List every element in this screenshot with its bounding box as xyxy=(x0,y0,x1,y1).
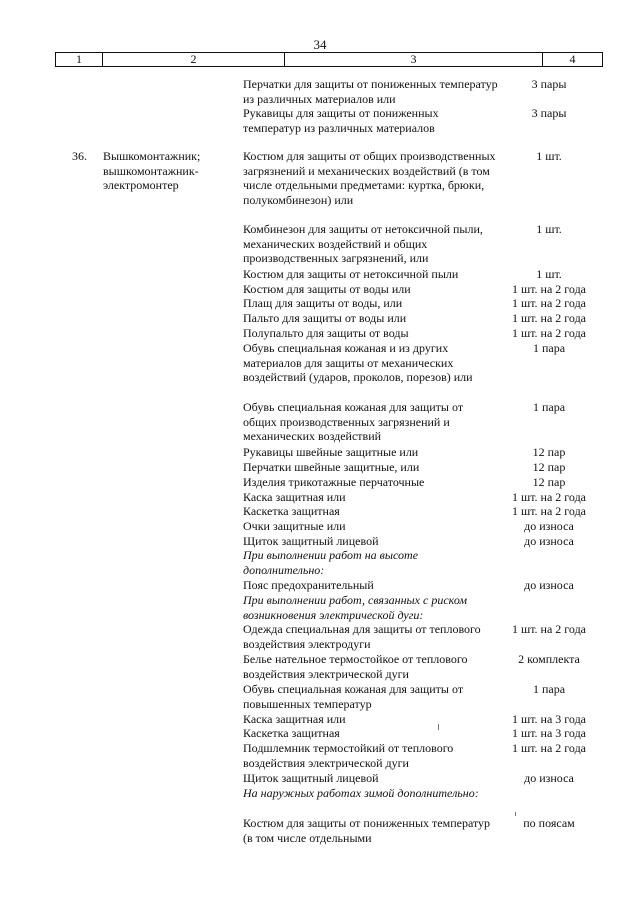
item-name: Подшлемник термостойкий от теплового воздействия электрической дуги xyxy=(243,741,454,770)
item-name: Каска защитная или xyxy=(243,490,346,504)
scan-mark xyxy=(438,724,439,730)
item-quantity: 1 шт. на 2 года xyxy=(511,326,587,340)
section-note: На наружных работах зимой дополнительно: xyxy=(243,786,479,800)
item-name: Полупальто для защиты от воды xyxy=(243,326,409,340)
header-col-1: 1 xyxy=(76,52,82,66)
item-quantity: по поясам xyxy=(523,816,575,830)
item-name: Изделия трикотажные перчаточные xyxy=(243,475,425,489)
header-col-3: 3 xyxy=(284,53,542,66)
row-number: 36. xyxy=(72,149,87,163)
item-quantity: 1 шт. на 2 года xyxy=(511,504,587,518)
item-quantity: 1 пара xyxy=(532,341,566,355)
item-name: Щиток защитный лицевой xyxy=(243,534,379,548)
item-name: Щиток защитный лицевой xyxy=(243,771,379,785)
page-number: 34 xyxy=(313,37,327,52)
item-quantity: 1 шт. на 3 года xyxy=(511,726,587,740)
item-quantity: 1 шт. на 2 года xyxy=(511,282,587,296)
item-name: Одежда специальная для защиты от теплового воздействия электродуги xyxy=(243,622,481,651)
item-name: Белье нательное термостойкое от теплового воздействия электрической дуги xyxy=(243,652,468,681)
item-quantity: 12 пар xyxy=(532,445,566,459)
item-name: Очки защитные или xyxy=(243,519,346,533)
item-name: Пояс предохранительный xyxy=(243,578,374,592)
item-quantity: 1 шт. на 2 года xyxy=(511,490,587,504)
item-name: Плащ для защиты от воды, или xyxy=(243,296,403,310)
item-quantity: 12 пар xyxy=(532,460,566,474)
item-quantity: 12 пар xyxy=(532,475,566,489)
item-name: Каскетка защитная xyxy=(243,504,340,518)
item-quantity: 1 шт. xyxy=(536,222,562,236)
item-quantity: 1 пара xyxy=(532,400,566,414)
section-note: При выполнении работ на высоте дополнительно: xyxy=(243,548,419,577)
header-col-2: 2 xyxy=(102,53,284,66)
section-note: При выполнении работ, связанных с риском возникновения электрической дуги: xyxy=(243,593,468,622)
item-quantity: 1 шт. xyxy=(536,267,562,281)
item-quantity: 1 шт. на 3 года xyxy=(511,712,587,726)
item-name: Перчатки для защиты от пониженных температур из различных материалов или xyxy=(243,77,498,106)
item-quantity: 1 шт. на 2 года xyxy=(511,741,587,755)
item-quantity: до износа xyxy=(524,519,574,533)
item-quantity: до износа xyxy=(524,771,574,785)
item-quantity: 1 шт. на 2 года xyxy=(511,311,587,325)
item-quantity: 3 пары xyxy=(531,77,567,91)
item-name: Пальто для защиты от воды или xyxy=(243,311,407,325)
scan-mark xyxy=(515,812,516,816)
item-quantity: до износа xyxy=(524,534,574,548)
item-name: Каска защитная или xyxy=(243,712,346,726)
item-name: Костюм для защиты от пониженных температур (в том числе отдельными xyxy=(243,816,491,845)
item-quantity: 1 пара xyxy=(532,682,566,696)
item-name: Каскетка защитная xyxy=(243,726,340,740)
item-name: Костюм для защиты от нетоксичной пыли xyxy=(243,267,459,281)
item-name: Комбинезон для защиты от нетоксичной пыли, механических воздействий и общих производственных загрязнений, или xyxy=(243,222,483,266)
item-name: Костюм для защиты от общих производственных загрязнений и механических воздействий (в том числе отдельными предметами: куртка, брюки, полукомбинезон) или xyxy=(243,149,496,207)
item-name: Костюм для защиты от воды или xyxy=(243,282,411,296)
item-quantity: 1 шт. на 2 года xyxy=(511,622,587,636)
item-name: Рукавицы швейные защитные или xyxy=(243,445,419,459)
item-name: Обувь специальная кожаная для защиты от общих производственных загрязнений и механических воздействий xyxy=(243,400,464,444)
item-quantity: до износа xyxy=(524,578,574,592)
table-header xyxy=(55,52,603,67)
item-quantity: 2 комплекта xyxy=(518,652,580,666)
header-col-4: 4 xyxy=(542,53,602,66)
item-name: Перчатки швейные защитные, или xyxy=(243,460,420,474)
profession-name: Вышкомонтажник; вышкомонтажник-электромонтер xyxy=(103,149,201,193)
item-name: Обувь специальная кожаная и из других материалов для защиты от механических воздействий (ударов, проколов, порезов) или xyxy=(243,341,473,385)
item-quantity: 3 пары xyxy=(531,106,567,120)
item-name: Рукавицы для защиты от пониженных температур из различных материалов xyxy=(243,106,439,135)
item-quantity: 1 шт. на 2 года xyxy=(511,296,587,310)
item-quantity: 1 шт. xyxy=(536,149,562,163)
item-name: Обувь специальная кожаная для защиты от повышенных температур xyxy=(243,682,464,711)
